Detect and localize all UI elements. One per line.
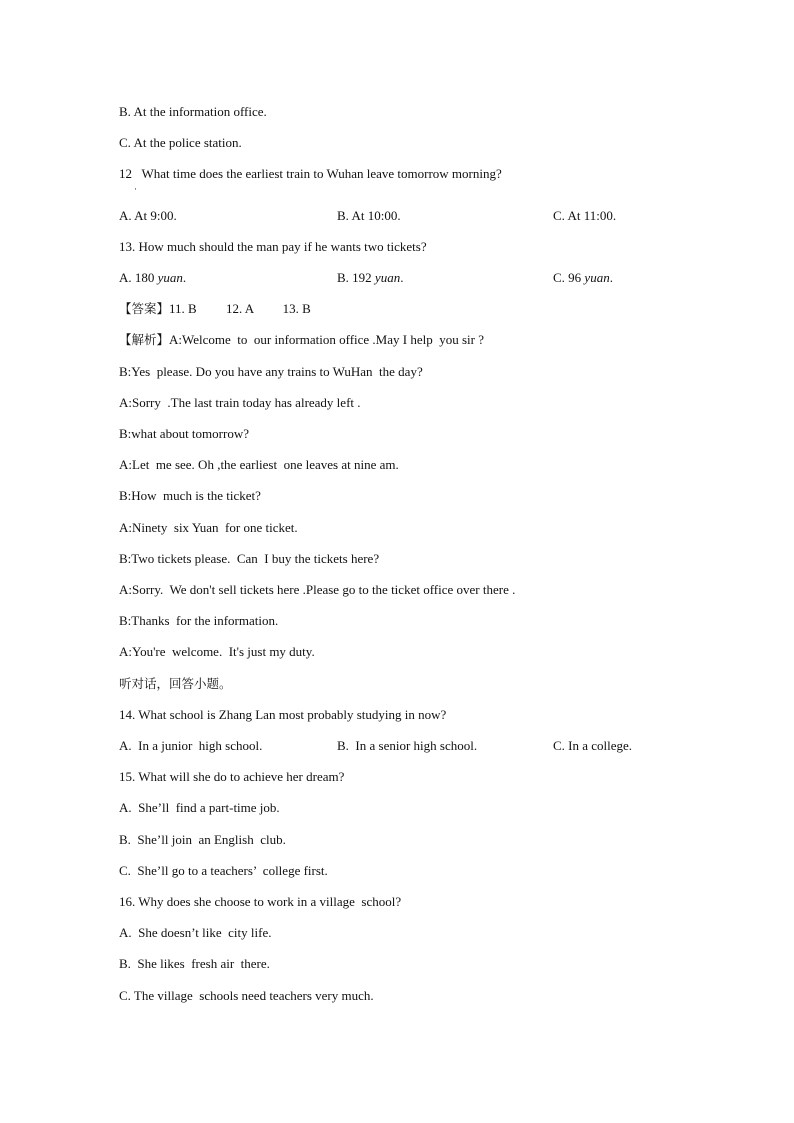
dialogue-line: B:what about tomorrow? xyxy=(119,426,249,441)
q15-option-c: C. She’ll go to a teachers’ college first. xyxy=(119,863,328,878)
analysis-first-line xyxy=(119,332,484,348)
q12-question: 12 What time does the earliest train to Wuhan leave tomorrow morning? xyxy=(119,166,502,181)
q13-unit: yuan xyxy=(584,270,610,285)
answer-text: 11. B 12. A 13. B xyxy=(169,301,311,316)
q16-option-b: B. She likes fresh air there. xyxy=(119,956,270,971)
q13-option-a-prefix: A. 180 xyxy=(119,270,158,285)
answer-tag: 【答案】 xyxy=(119,301,170,316)
dialogue-line: A:Sorry. We don't sell tickets here .Please go to the ticket office over there . xyxy=(119,582,516,597)
q15-option-a: A. She’ll find a part-time job. xyxy=(119,800,280,815)
q11-option-c: C. At the police station. xyxy=(119,135,242,150)
answer-line xyxy=(119,301,311,317)
q15-question: 15. What will she do to achieve her dream? xyxy=(119,769,345,784)
dialogue-line: A:Sorry .The last train today has already left . xyxy=(119,395,361,410)
q13-option-c-prefix: C. 96 xyxy=(553,270,585,285)
q11-option-b: B. At the information office. xyxy=(119,104,267,119)
listening-instruction: 听对话，回答小题。 xyxy=(119,676,232,691)
q13-option-c xyxy=(553,270,613,286)
q14-option-a: A. In a junior high school. xyxy=(119,738,263,753)
q12-option-b: B. At 10:00. xyxy=(337,208,401,223)
dialogue-line: B:How much is the ticket? xyxy=(119,488,261,503)
q16-question: 16. Why does she choose to work in a village school? xyxy=(119,894,402,909)
q12-mark: · xyxy=(134,184,137,194)
q13-period: . xyxy=(400,270,404,285)
q12-option-c: C. At 11:00. xyxy=(553,208,617,223)
dialogue-line: B:Two tickets please. Can I buy the tickets here? xyxy=(119,551,380,566)
q13-unit: yuan xyxy=(374,270,401,285)
q14-option-b: B. In a senior high school. xyxy=(337,738,478,753)
dialogue-line: A:Let me see. Oh ,the earliest one leaves at nine am. xyxy=(119,457,399,472)
q13-period: . xyxy=(182,270,187,285)
dialogue-line: B:Thanks for the information. xyxy=(119,613,279,628)
q14-option-c: C. In a college. xyxy=(553,738,633,753)
analysis-first: A:Welcome to our information office .May I help you sir ? xyxy=(169,332,484,347)
q13-unit: yuan xyxy=(157,270,183,285)
analysis-tag: 【解析】 xyxy=(119,332,170,347)
q13-option-b xyxy=(337,270,403,286)
dialogue-line: B:Yes please. Do you have any trains to WuHan the day? xyxy=(119,364,423,379)
q12-option-a: A. At 9:00. xyxy=(119,208,177,223)
q16-option-c: C. The village schools need teachers very much. xyxy=(119,988,374,1003)
dialogue-line: A:Ninety six Yuan for one ticket. xyxy=(119,520,298,535)
q16-option-a: A. She doesn’t like city life. xyxy=(119,925,272,940)
q13-option-a xyxy=(119,270,186,286)
q14-question: 14. What school is Zhang Lan most probably studying in now? xyxy=(119,707,447,722)
q13-question: 13. How much should the man pay if he wants two tickets? xyxy=(119,239,427,254)
q13-period: . xyxy=(609,270,613,285)
q15-option-b: B. She’ll join an English club. xyxy=(119,832,286,847)
dialogue-line: A:You're welcome. It's just my duty. xyxy=(119,644,315,659)
q13-option-b-prefix: B. 192 xyxy=(337,270,375,285)
